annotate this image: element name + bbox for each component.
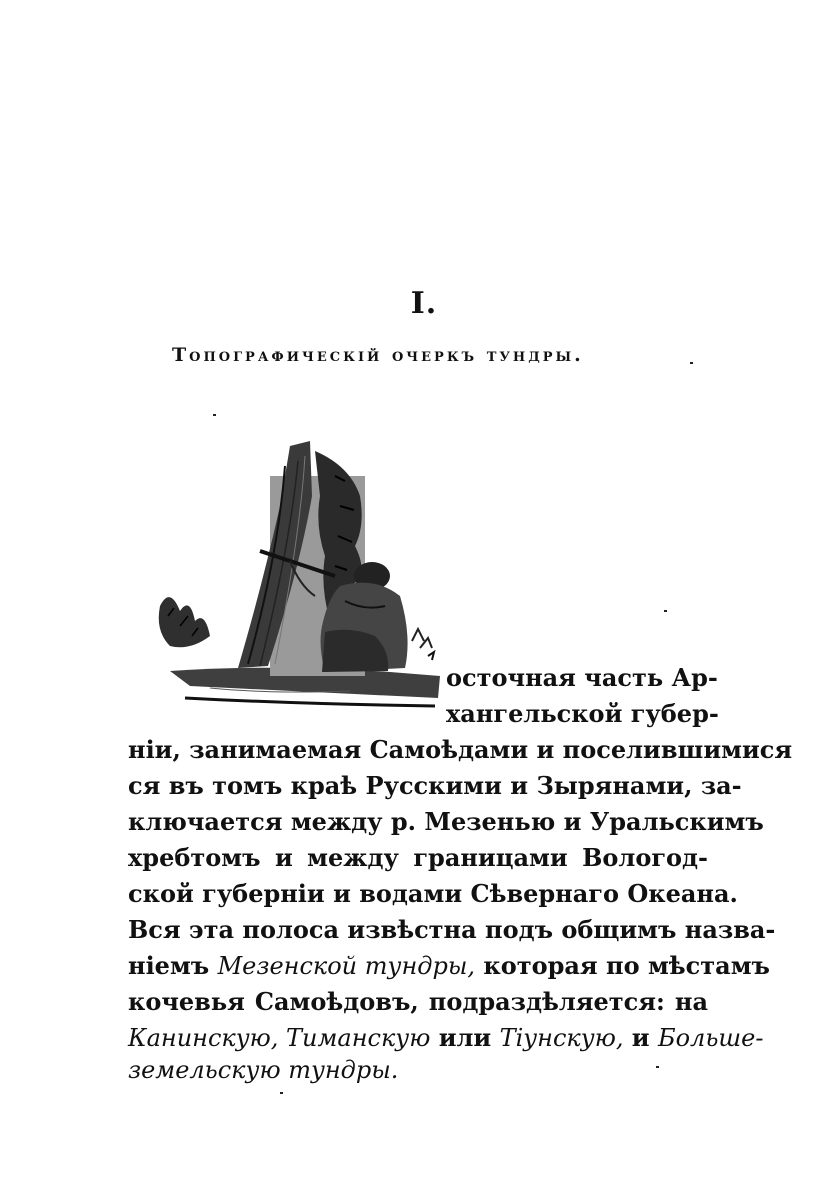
body-text: которая по мѣстамъ	[475, 951, 770, 980]
body-line: осточная часть Ар-	[446, 663, 718, 692]
italic-place-name: Больше-	[657, 1024, 764, 1052]
body-line: кочевья Самоѣдовъ, подраздѣляется: на	[128, 987, 708, 1016]
body-text: или	[430, 1023, 500, 1052]
body-line: ской губерніи и водами Сѣвернаго Океана.	[128, 879, 738, 908]
body-line: ніи, занимаемая Самоѣдами и поселившимися	[128, 735, 793, 764]
body-line	[128, 1020, 764, 1056]
chapter-number: I.	[410, 286, 438, 321]
chapter-title: Топографическій очеркъ тундры.	[172, 344, 584, 366]
italic-place-name: Мезенской тундры,	[217, 952, 476, 980]
body-text: ніемъ	[128, 951, 218, 980]
body-text: и	[623, 1023, 658, 1052]
italic-place-name: Тіунскую,	[499, 1024, 624, 1052]
print-speck	[280, 1092, 283, 1094]
print-speck	[213, 414, 216, 416]
italic-place-name: земельскую тундры.	[128, 1056, 399, 1084]
body-line	[128, 948, 770, 984]
body-line: хангельской губер-	[446, 699, 719, 728]
print-speck	[690, 362, 693, 364]
italic-place-name: Канинскую, Тиманскую	[128, 1024, 431, 1052]
body-line: Вся эта полоса извѣстна подъ общимъ назва-	[128, 915, 776, 944]
body-line: ся въ томъ краѣ Русскими и Зырянами, за-	[128, 771, 742, 800]
drop-cap-illustration	[150, 436, 445, 726]
print-speck	[664, 610, 667, 612]
body-line	[128, 1052, 399, 1088]
body-line: хребтомъ и между границами Вологод-	[128, 843, 708, 872]
print-speck	[656, 1066, 659, 1068]
body-line: ключается между р. Мезенью и Уральскимъ	[128, 807, 764, 836]
